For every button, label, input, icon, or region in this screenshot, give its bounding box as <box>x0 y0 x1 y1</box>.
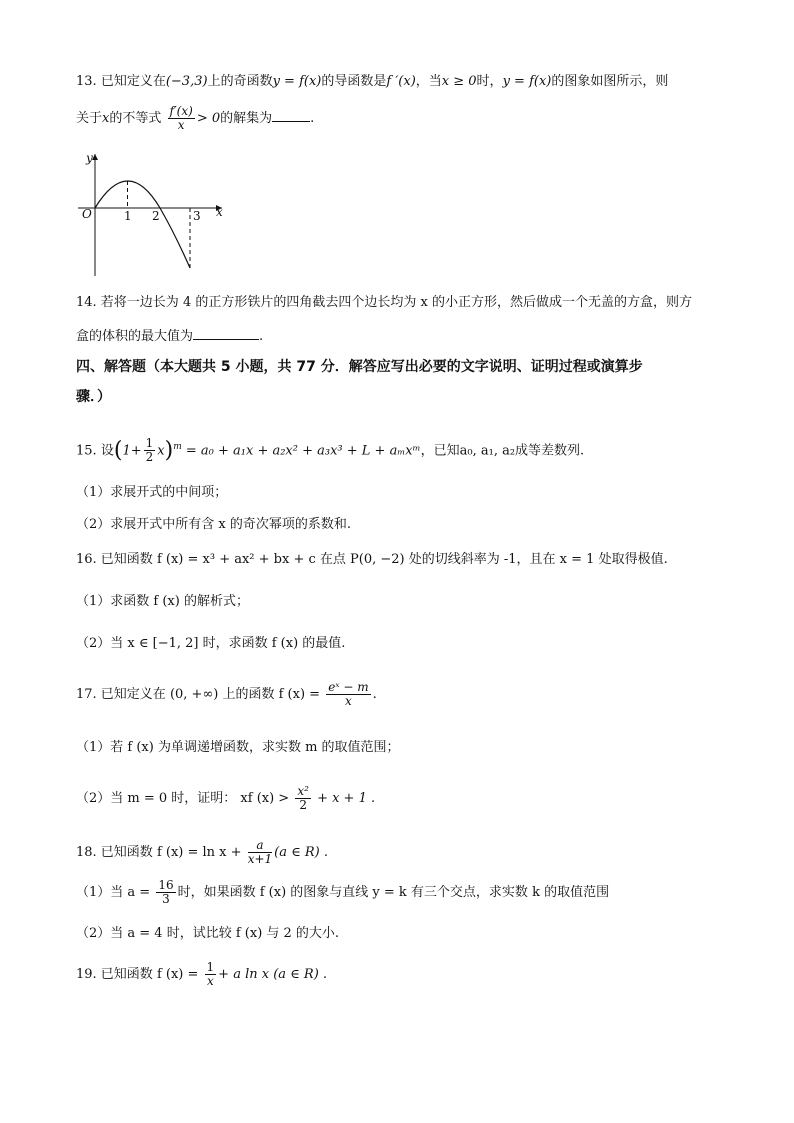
q15-tail: ，已知a₀, a₁, a₂成等差数列. <box>420 443 585 459</box>
q15-part2: （2）求展开式中所有含 x 的奇次幂项的系数和. <box>76 517 351 532</box>
q15-half-den: 2 <box>145 450 154 465</box>
q13-deriv: f ′(x) <box>386 74 416 89</box>
q18-part1-num: 16 <box>158 878 174 892</box>
q15-line <box>76 430 724 468</box>
q15-half <box>144 437 156 464</box>
q18-part1-lead: （1）当 a = <box>76 885 151 900</box>
q13-func2: y = f(x) <box>502 74 552 89</box>
q13-answer-blank <box>272 109 310 122</box>
q16-part2: （2）当 x ∈ [−1, 2] 时，求函数 f (x) 的最值. <box>76 636 346 651</box>
q13-domain: (−3,3) <box>165 74 208 89</box>
q13-end: . <box>310 111 315 126</box>
q14-line1: 14. 若将一边长为 4 的正方形铁片的四角截去四个边长均为 x 的小正方形，然后做成一个无盖的方盒，则方 <box>76 295 692 310</box>
q13-var: x <box>102 111 110 126</box>
q15-part1: （1）求展开式的中间项； <box>76 485 228 500</box>
q13-fraction <box>168 105 195 132</box>
q13-line1 <box>76 71 724 93</box>
x-axis-label: x <box>216 205 223 219</box>
q15-rhs: = a₀ + a₁x + a₂x² + a₃x³ + L + aₘxᵐ <box>185 443 421 459</box>
q17-frac-num: eˣ − m <box>328 680 369 694</box>
q17-end: . <box>372 687 377 702</box>
q18-frac-num: a <box>248 839 272 853</box>
q19-line <box>76 958 724 992</box>
q17-part1: （1）若 f (x) 为单调递增函数，求实数 m 的取值范围； <box>76 740 400 755</box>
section4-heading-line2: 骤．） <box>76 389 111 405</box>
q13-text: 关于 <box>76 111 103 126</box>
q18-fraction <box>248 839 272 866</box>
function-curve <box>95 181 190 268</box>
q14-line2 <box>76 326 724 348</box>
q15-expr-x: x <box>157 443 165 459</box>
q13-line2 <box>76 104 724 134</box>
q17-part2-lead: （2）当 m = 0 时，证明： xf (x) > <box>76 791 290 806</box>
q19-fraction <box>205 961 217 988</box>
q15-paren-open: ( <box>113 437 123 463</box>
q13-text: 的导函数是 <box>321 74 387 89</box>
q18-lead: 18. 已知函数 f (x) = ln x + <box>76 845 242 860</box>
q19-frac-num: 1 <box>206 960 215 974</box>
q15-paren-close: ) <box>164 437 174 463</box>
q13-text: 的不等式 <box>109 111 162 126</box>
q19-tail: + a ln x (a ∈ R) . <box>218 967 328 982</box>
q15-half-num: 1 <box>145 436 154 451</box>
q18-frac-den: x+1 <box>247 852 273 866</box>
q17-part2 <box>76 782 724 816</box>
q17-part2-den: 2 <box>299 798 307 812</box>
q13-frac-num: f′(x) <box>169 104 193 118</box>
q16-part1: （1）求函数 f (x) 的解析式； <box>76 594 249 609</box>
q13-text: 上的奇函数 <box>207 74 273 89</box>
q13-text: 已知定义在 <box>100 74 166 89</box>
q17-lead: 17. 已知定义在 (0, +∞) 上的函数 f (x) = <box>76 687 321 702</box>
q19-lead: 19. 已知函数 f (x) = <box>76 967 199 982</box>
q14-answer-blank <box>193 327 259 340</box>
q18-part2: （2）当 a = 4 时，试比较 f (x) 与 2 的大小. <box>76 926 340 941</box>
q13-text: ，当 <box>415 74 442 89</box>
q15-number: 15. <box>76 443 97 459</box>
q13-func: y = f(x) <box>272 74 322 89</box>
q13-text: 时， <box>476 74 503 89</box>
q16-line: 16. 已知函数 f (x) = x³ + ax² + bx + c 在点 P(0, −2) 处的切线斜率为 -1，且在 x = 1 处取得极值. <box>76 552 668 567</box>
q13-function-graph <box>72 148 232 280</box>
q15-lead: 设 <box>100 443 114 459</box>
q13-gt0: > 0 <box>196 111 221 126</box>
q18-tail: (a ∈ R) . <box>274 845 328 860</box>
q18-part1-den: 3 <box>162 892 170 906</box>
q13-number: 13. <box>76 74 97 89</box>
q18-part1 <box>76 876 724 910</box>
q17-part2-num: x² <box>297 784 309 798</box>
q17-part2-fraction <box>295 785 311 812</box>
q18-part1-tail: 时，如果函数 f (x) 的图象与直线 y = k 有三个交点，求实数 k 的取值范围 <box>177 885 610 900</box>
q18-part1-fraction <box>156 879 175 906</box>
q13-text: 的图象如图所示，则 <box>551 74 669 89</box>
q17-part2-tail: + x + 1 . <box>317 791 376 806</box>
tick-label-1: 1 <box>124 209 132 223</box>
q17-fraction <box>326 681 370 708</box>
y-axis-label: y <box>86 151 93 165</box>
q13-frac-den: x <box>177 118 185 132</box>
q17-line <box>76 678 724 712</box>
section4-heading-line1: 四、解答题（本大题共 5 小题，共 77 分．解答应写出必要的文字说明、证明过程或演算步 <box>76 359 643 375</box>
q18-line <box>76 836 724 870</box>
origin-label: O <box>82 207 92 221</box>
q14-text: 盒的体积的最大值为 <box>76 329 194 344</box>
q15-expr: 1+ <box>122 443 142 459</box>
tick-label-2: 2 <box>152 209 160 223</box>
q17-frac-den: x <box>345 694 352 708</box>
q19-frac-den: x <box>206 974 214 988</box>
q15-exponent: m <box>173 442 182 452</box>
q13-cond: x ≥ 0 <box>441 74 477 89</box>
tick-label-3: 3 <box>193 209 201 223</box>
q14-end: . <box>259 329 264 344</box>
q13-text: 的解集为 <box>220 111 273 126</box>
